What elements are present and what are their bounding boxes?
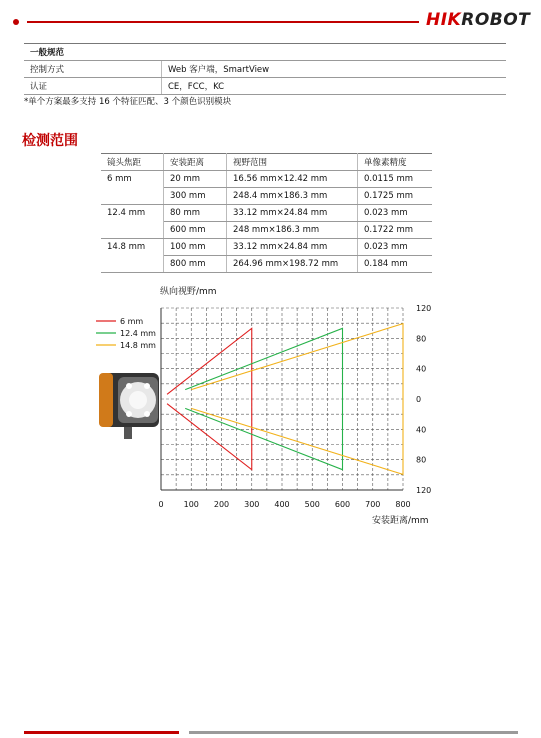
legend-label: 6 mm [120, 317, 144, 326]
y-tick-label: 40 [416, 364, 427, 374]
y-tick-label: 120 [416, 486, 432, 495]
fov-chart [0, 280, 541, 540]
table-row: 300 mm 248.4 mm×186.3 mm 0.1725 mm [101, 188, 432, 205]
x-tick-label: 500 [304, 500, 320, 509]
footer-accent-bar [24, 731, 179, 734]
detection-range-title: 检测范围 [22, 133, 78, 149]
x-tick-label: 400 [274, 500, 290, 509]
table-row: 14.8 mm 100 mm 33.12 mm×24.84 mm 0.023 mm [101, 239, 432, 256]
general-spec-title: 一般规范 [24, 44, 506, 61]
x-tick-label: 700 [365, 500, 381, 509]
chart-axes [158, 304, 431, 509]
hikrobot-logo: HIKROBOT [426, 10, 531, 30]
series-line [167, 328, 252, 469]
spec-footnote: *单个方案最多支持 16 个特征匹配、3 个颜色识别模块 [24, 97, 232, 107]
x-tick-label: 0 [158, 500, 164, 509]
table-row: 控制方式 Web 客户端，SmartView [24, 61, 506, 78]
table-row: 12.4 mm 80 mm 33.12 mm×24.84 mm 0.023 mm [101, 205, 432, 222]
legend-label: 14.8 mm [120, 341, 156, 350]
x-tick-label: 600 [334, 500, 351, 509]
y-tick-label: 40 [416, 425, 427, 435]
x-tick-label: 800 [395, 500, 411, 509]
y-tick-label: 80 [416, 334, 427, 344]
y-tick-label: 0 [416, 395, 422, 404]
y-tick-label: 80 [416, 455, 427, 465]
y-axis-label: 纵向视野/mm [160, 287, 217, 297]
table-row: 600 mm 248 mm×186.3 mm 0.1722 mm [101, 222, 432, 239]
general-spec-table [24, 43, 506, 95]
detection-range-table [101, 153, 432, 273]
x-tick-label: 200 [213, 500, 230, 509]
legend-label: 12.4 mm [120, 329, 156, 338]
footer-rule [189, 731, 518, 734]
x-axis-label: 安装距离/mm [372, 516, 429, 526]
x-tick-label: 100 [183, 500, 199, 509]
y-tick-label: 120 [416, 304, 432, 313]
x-tick-label: 300 [244, 500, 260, 509]
camera-illustration [99, 373, 159, 439]
table-row: 认证 CE，FCC，KC [24, 78, 506, 95]
table-row: 6 mm 20 mm 16.56 mm×12.42 mm 0.0115 mm [101, 171, 432, 188]
header-dot [13, 19, 19, 25]
table-header-row: 镜头焦距 安装距离 视野范围 单像素精度 [101, 154, 432, 171]
chart-legend [96, 317, 156, 350]
header-rule [27, 21, 419, 23]
table-row: 800 mm 264.96 mm×198.72 mm 0.184 mm [101, 256, 432, 273]
